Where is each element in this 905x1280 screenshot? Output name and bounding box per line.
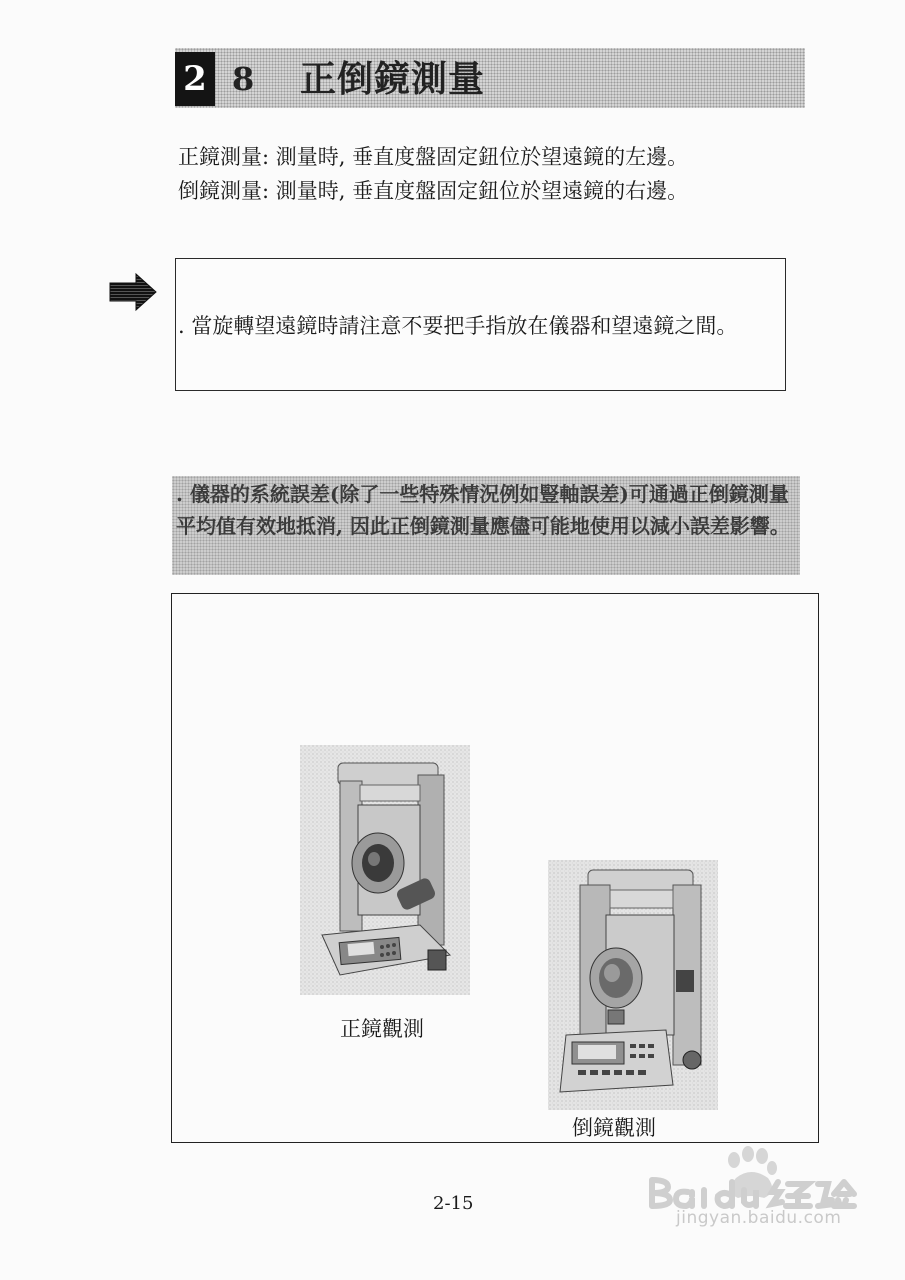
section-header-bar xyxy=(175,48,805,108)
caution-text: . 當旋轉望遠鏡時請注意不要把手指放在儀器和望遠鏡之間。 xyxy=(178,314,738,338)
baidu-watermark-logo xyxy=(638,1142,858,1252)
total-station-face-left-image xyxy=(300,745,470,995)
arrow-right-icon xyxy=(108,272,158,312)
total-station-face-right-image xyxy=(548,860,718,1110)
note-text: . 儀器的系統誤差(除了一些特殊情況例如豎軸誤差)可通過正倒鏡測量平均值有效地抵消, 因此正倒鏡測量應儘可能地使用以減小誤差影響。 xyxy=(176,482,790,538)
figure-frame xyxy=(171,593,819,1143)
definition-face-left: 正鏡測量: 測量時, 垂直度盤固定鈕位於望遠鏡的左邊。 xyxy=(178,145,689,169)
watermark-domain: jingyan.baidu.com xyxy=(676,1208,842,1228)
section-title: 正倒鏡測量 xyxy=(300,58,486,100)
chapter-number-badge: 2 xyxy=(175,52,215,106)
face-right-caption: 倒鏡觀測 xyxy=(572,1116,656,1140)
definition-face-right: 倒鏡測量: 測量時, 垂直度盤固定鈕位於望遠鏡的右邊。 xyxy=(178,179,689,203)
page-number: 2-15 xyxy=(433,1193,474,1214)
section-number: 8 xyxy=(232,60,255,98)
face-left-caption: 正鏡觀測 xyxy=(340,1017,424,1041)
